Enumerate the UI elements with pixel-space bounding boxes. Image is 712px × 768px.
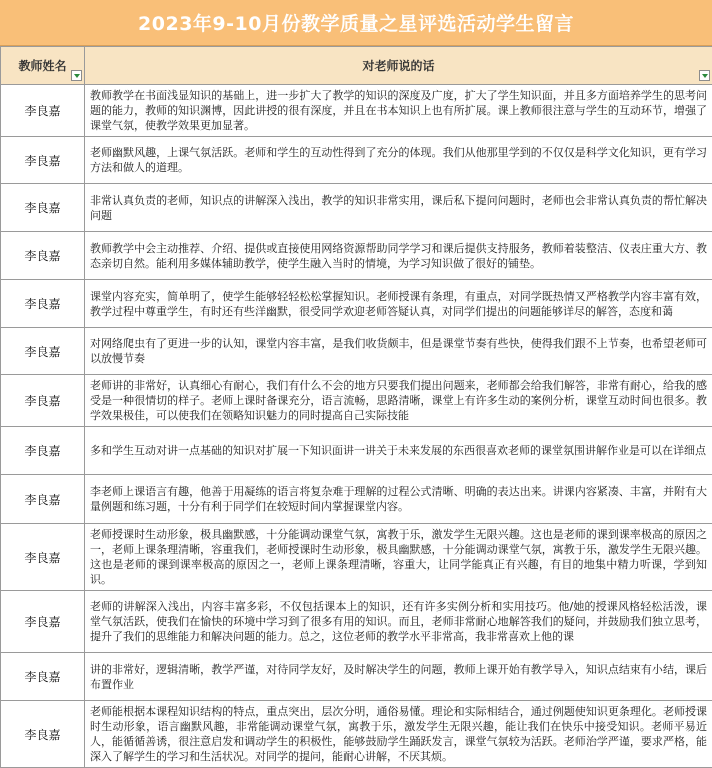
teacher-name-cell[interactable]: 李良嘉 [1, 85, 85, 137]
table-row [1, 85, 712, 137]
teacher-name-cell[interactable]: 李良嘉 [1, 701, 85, 768]
comment-cell[interactable] [85, 524, 712, 591]
comment-cell[interactable] [85, 375, 712, 427]
comment-cell[interactable] [85, 591, 712, 653]
sheet-title: 2023年9-10月份教学质量之星评选活动学生留言 [0, 0, 712, 46]
comment-cell[interactable] [85, 184, 712, 232]
teacher-name-cell[interactable]: 李良嘉 [1, 524, 85, 591]
table-row [1, 375, 712, 427]
teacher-name-cell[interactable]: 李良嘉 [1, 137, 85, 184]
table-row [1, 653, 712, 701]
table-row [1, 232, 712, 280]
table-row [1, 137, 712, 184]
comment-cell[interactable] [85, 232, 712, 280]
comment-cell[interactable] [85, 137, 712, 184]
table-row [1, 280, 712, 328]
header-row [1, 47, 712, 85]
table-row [1, 591, 712, 653]
table-row [1, 524, 712, 591]
teacher-name-cell[interactable]: 李良嘉 [1, 328, 85, 375]
comment-text: 老师授课时生动形象，极具幽默感，十分能调动课堂气氛，寓教于乐，激发学生无限兴趣。这也是老师的课到课率极高的原因之一，老师上课条理清晰，容重我们，老师授课时生动形象，极具幽默感，十分能调动课堂气氛，寓教于乐，激发学生无限兴趣。这也是老师的课到课率极高的原因之一，老师上课条理清晰，容重大，让同学能真正有兴趣，有目的地集中精力听课，学到知识。 [90, 527, 707, 587]
filter-dropdown-icon[interactable] [699, 70, 710, 81]
comment-cell[interactable] [85, 280, 712, 328]
header-teacher-label: 教师姓名 [18, 57, 66, 74]
table-row [1, 184, 712, 232]
header-comment [85, 47, 712, 85]
comment-text: 李老师上课语言有趣，他善于用凝练的语言将复杂难于理解的过程公式清晰、明确的表达出来。讲课内容紧凑、丰富，并附有大量例题和练习题，十分有利于同学们在较短时间内掌握课堂内容。 [90, 484, 707, 514]
teacher-name-cell[interactable]: 李良嘉 [1, 475, 85, 524]
teacher-name-cell[interactable]: 李良嘉 [1, 232, 85, 280]
comment-cell[interactable] [85, 701, 712, 768]
comments-table [0, 46, 712, 768]
comment-cell[interactable] [85, 85, 712, 137]
comment-cell[interactable] [85, 328, 712, 375]
teacher-name-cell[interactable]: 李良嘉 [1, 280, 85, 328]
teacher-name-cell[interactable]: 李良嘉 [1, 427, 85, 475]
comment-text: 多和学生互动对讲一点基础的知识对扩展一下知识面讲一讲关于未来发展的东西很喜欢老师的课堂氛围讲解作业是可以在详细点 [90, 443, 707, 458]
comment-text: 讲的非常好，逻辑清晰，教学严谨，对待同学友好，及时解决学生的问题，教师上课开始有教学导入，知识点结束有小结，课后布置作业 [90, 662, 707, 692]
comment-text: 教师教学在书面浅显知识的基础上，进一步扩大了教学的知识的深度及广度，扩大了学生知识面，并且多方面培养学生的思考问题的能力，教师的知识渊博，因此讲授的很有深度，并且在书本知识上也有所扩展。课上教师很注意与学生的互动环节，增强了课堂气氛，使教学效果更加显著。 [90, 88, 707, 133]
comment-text: 课堂内容充实，简单明了，使学生能够轻轻松松掌握知识。老师授课有条理，有重点，对同学既热情又严格教学内容丰富有效，教学过程中尊重学生，有时还有些洋幽默，很受同学欢迎老师答疑认真，对同学们提出的问题能够详尽的解答，态度和蔼 [90, 289, 707, 319]
comment-text: 老师幽默风趣，上课气氛活跃。老师和学生的互动性得到了充分的体现。我们从他那里学到的不仅仅是科学文化知识，更有学习方法和做人的道理。 [90, 145, 707, 175]
table-row [1, 427, 712, 475]
comment-text: 对网络爬虫有了更进一步的认知，课堂内容丰富，是我们收货颇丰，但是课堂节奏有些快，使得我们跟不上节奏，也希望老师可以放慢节奏 [90, 336, 707, 366]
teacher-name-cell[interactable]: 李良嘉 [1, 653, 85, 701]
comment-text: 老师的讲解深入浅出，内容丰富多彩，不仅包括课本上的知识，还有许多实例分析和实用技巧。他/她的授课风格轻松活泼，课堂气氛活跃，使我们在愉快的环境中学习到了很多有用的知识。而且，老师非常耐心地解答我们的疑问，并鼓励我们独立思考，提升了我们的思维能力和解决问题的能力。总之，这位老师的教学水平非常高，我非常喜欢上他的课 [90, 599, 707, 644]
table-row [1, 328, 712, 375]
header-comment-label: 对老师说的话 [362, 57, 434, 74]
teacher-name-cell[interactable]: 李良嘉 [1, 375, 85, 427]
teacher-name-cell[interactable]: 李良嘉 [1, 184, 85, 232]
comment-text: 老师能根据本课程知识结构的特点，重点突出，层次分明，通俗易懂。理论和实际相结合，通过例题使知识更条理化。老师授课时生动形象，语言幽默风趣，非常能调动课堂气氛，寓教于乐，激发学生无限兴趣，能让我们在快乐中接受知识。老师平易近人，能循循善诱，很注意启发和调动学生的积极性，能够鼓励学生踊跃发言，课堂气氛较为活跃。老师治学严谨，要求严格，能深入了解学生的学习和生活状况。对同学的提问，能耐心讲解，不厌其烦。 [90, 704, 707, 764]
table-row [1, 475, 712, 524]
comment-cell[interactable] [85, 653, 712, 701]
comment-text: 非常认真负责的老师，知识点的讲解深入浅出，教学的知识非常实用，课后私下提问问题时，老师也会非常认真负责的帮忙解决问题 [90, 193, 707, 223]
comment-text: 教师教学中会主动推荐、介绍、提供或直接使用网络资源帮助同学学习和课后提供支持服务，教师着装整洁、仪表庄重大方、教态亲切自然。能利用多媒体辅助教学，使学生融入当时的情境，为学习知识做了很好的铺垫。 [90, 241, 707, 271]
comment-cell[interactable] [85, 427, 712, 475]
header-teacher [1, 47, 85, 85]
filter-dropdown-icon[interactable] [71, 70, 82, 81]
comment-text: 老师讲的非常好，认真细心有耐心，我们有什么不会的地方只要我们提出问题来，老师都会给我们解答，非常有耐心，给我的感受是一种很情切的样子。老师上课时备课充分，语言流畅，思路清晰，课堂上有许多生动的案例分析，课堂互动时间也很多。教学效果极佳，可以使我们在领略知识魅力的同时提高自己实际技能 [90, 378, 707, 423]
comment-cell[interactable] [85, 475, 712, 524]
table-row [1, 701, 712, 768]
teacher-name-cell[interactable]: 李良嘉 [1, 591, 85, 653]
